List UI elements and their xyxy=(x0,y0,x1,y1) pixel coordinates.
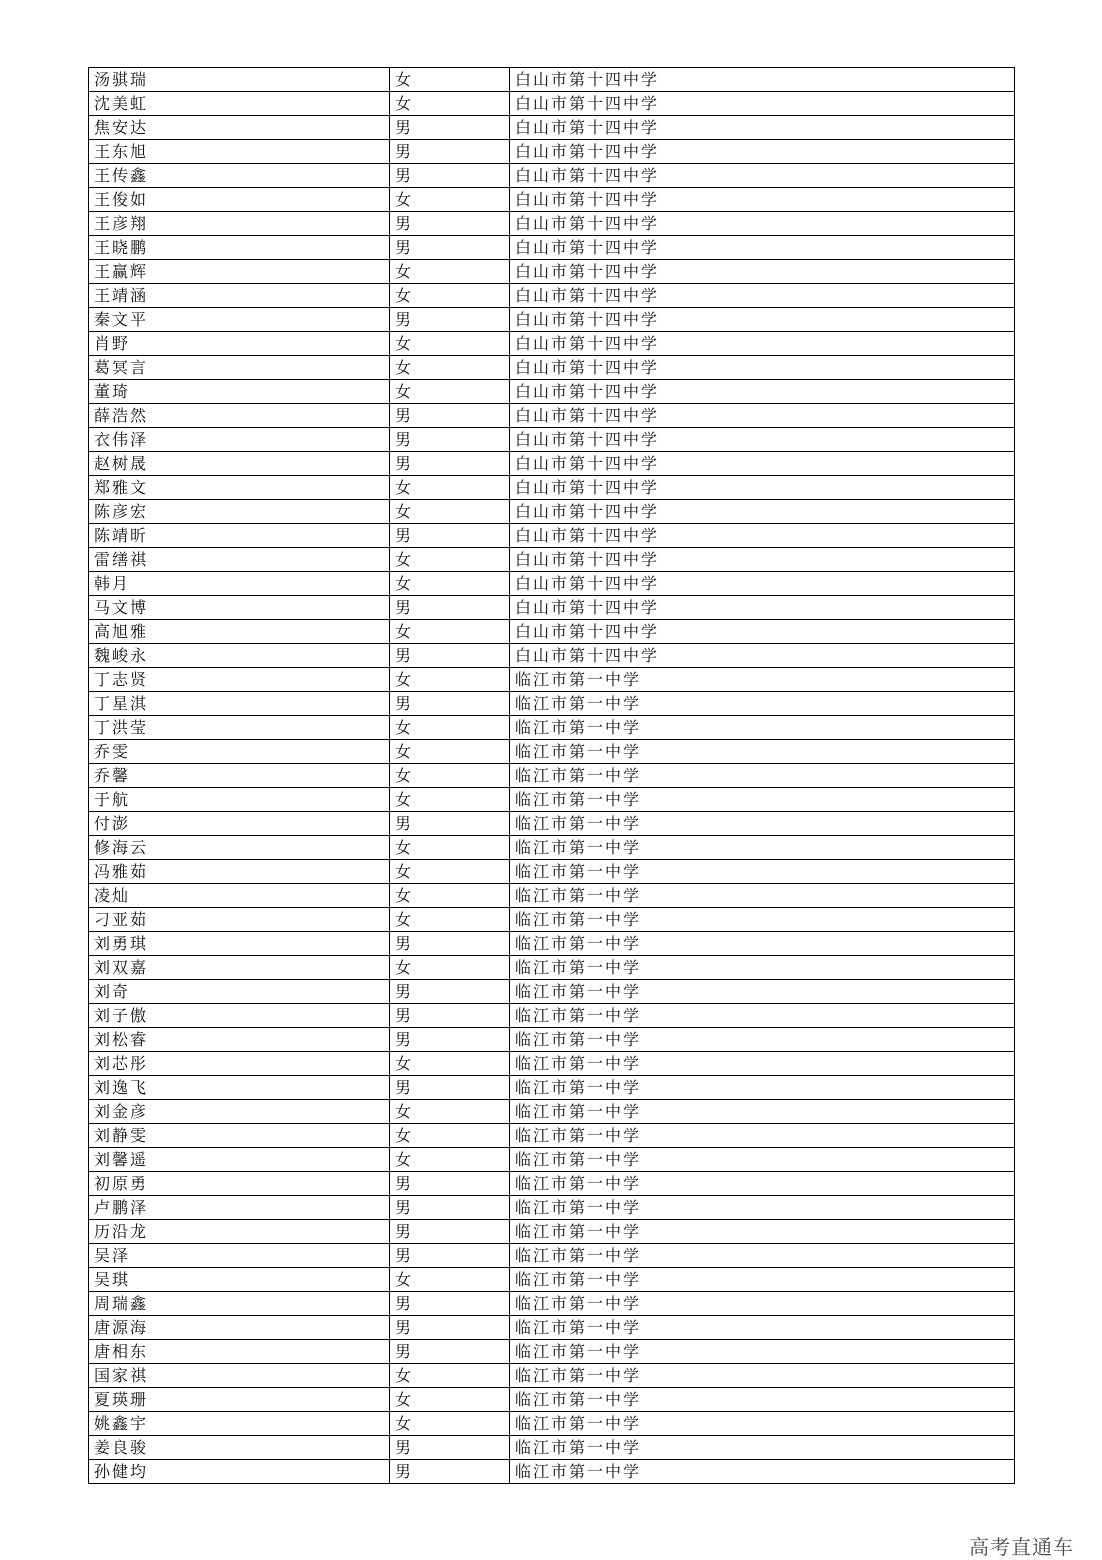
gender-cell: 男 xyxy=(390,980,510,1004)
school-cell: 临江市第一中学 xyxy=(510,860,1015,884)
school-cell: 白山市第十四中学 xyxy=(510,620,1015,644)
table-row xyxy=(89,308,1015,332)
gender-cell: 女 xyxy=(390,1268,510,1292)
name-cell: 历沿龙 xyxy=(89,1220,390,1244)
gender-cell: 男 xyxy=(390,1436,510,1460)
school-cell: 白山市第十四中学 xyxy=(510,428,1015,452)
gender-cell: 女 xyxy=(390,284,510,308)
table-row xyxy=(89,1196,1015,1220)
school-cell: 白山市第十四中学 xyxy=(510,500,1015,524)
gender-cell: 男 xyxy=(390,452,510,476)
table-row xyxy=(89,1172,1015,1196)
table-row xyxy=(89,788,1015,812)
table-row xyxy=(89,860,1015,884)
name-cell: 于航 xyxy=(89,788,390,812)
name-cell: 刘金彦 xyxy=(89,1100,390,1124)
name-cell: 汤骐瑞 xyxy=(89,68,390,92)
table-row xyxy=(89,452,1015,476)
name-cell: 初原勇 xyxy=(89,1172,390,1196)
gender-cell: 男 xyxy=(390,1292,510,1316)
name-cell: 刘奇 xyxy=(89,980,390,1004)
table-row xyxy=(89,380,1015,404)
school-cell: 临江市第一中学 xyxy=(510,908,1015,932)
roster-table xyxy=(88,67,1015,1484)
name-cell: 刘静雯 xyxy=(89,1124,390,1148)
table-row xyxy=(89,932,1015,956)
gender-cell: 女 xyxy=(390,788,510,812)
table-row xyxy=(89,620,1015,644)
gender-cell: 女 xyxy=(390,740,510,764)
table-row xyxy=(89,1364,1015,1388)
school-cell: 临江市第一中学 xyxy=(510,932,1015,956)
gender-cell: 女 xyxy=(390,908,510,932)
school-cell: 临江市第一中学 xyxy=(510,884,1015,908)
name-cell: 乔馨 xyxy=(89,764,390,788)
gender-cell: 女 xyxy=(390,68,510,92)
table-row xyxy=(89,692,1015,716)
school-cell: 临江市第一中学 xyxy=(510,1076,1015,1100)
table-row xyxy=(89,1292,1015,1316)
name-cell: 刘芯彤 xyxy=(89,1052,390,1076)
school-cell: 临江市第一中学 xyxy=(510,1004,1015,1028)
gender-cell: 女 xyxy=(390,476,510,500)
name-cell: 韩月 xyxy=(89,572,390,596)
gender-cell: 女 xyxy=(390,1388,510,1412)
name-cell: 唐相东 xyxy=(89,1340,390,1364)
gender-cell: 男 xyxy=(390,524,510,548)
school-cell: 白山市第十四中学 xyxy=(510,116,1015,140)
name-cell: 乔雯 xyxy=(89,740,390,764)
school-cell: 临江市第一中学 xyxy=(510,1124,1015,1148)
gender-cell: 女 xyxy=(390,860,510,884)
table-row xyxy=(89,92,1015,116)
name-cell: 雷缮祺 xyxy=(89,548,390,572)
table-row xyxy=(89,716,1015,740)
table-row xyxy=(89,212,1015,236)
table-row xyxy=(89,1052,1015,1076)
school-cell: 临江市第一中学 xyxy=(510,836,1015,860)
gender-cell: 男 xyxy=(390,644,510,668)
table-row xyxy=(89,1220,1015,1244)
table-row xyxy=(89,1076,1015,1100)
gender-cell: 男 xyxy=(390,1340,510,1364)
table-row xyxy=(89,572,1015,596)
gender-cell: 男 xyxy=(390,116,510,140)
name-cell: 魏峻永 xyxy=(89,644,390,668)
school-cell: 临江市第一中学 xyxy=(510,1148,1015,1172)
name-cell: 刘逸飞 xyxy=(89,1076,390,1100)
gender-cell: 女 xyxy=(390,1364,510,1388)
gender-cell: 男 xyxy=(390,1316,510,1340)
gender-cell: 男 xyxy=(390,308,510,332)
school-cell: 临江市第一中学 xyxy=(510,668,1015,692)
gender-cell: 男 xyxy=(390,164,510,188)
name-cell: 郑雅文 xyxy=(89,476,390,500)
gender-cell: 男 xyxy=(390,404,510,428)
school-cell: 白山市第十四中学 xyxy=(510,188,1015,212)
table-row xyxy=(89,764,1015,788)
table-row xyxy=(89,284,1015,308)
table-row xyxy=(89,140,1015,164)
name-cell: 刘馨遥 xyxy=(89,1148,390,1172)
table-row xyxy=(89,836,1015,860)
school-cell: 白山市第十四中学 xyxy=(510,452,1015,476)
table-row xyxy=(89,236,1015,260)
school-cell: 临江市第一中学 xyxy=(510,980,1015,1004)
gender-cell: 男 xyxy=(390,1244,510,1268)
table-row xyxy=(89,404,1015,428)
school-cell: 临江市第一中学 xyxy=(510,740,1015,764)
roster-body xyxy=(89,68,1015,1484)
gender-cell: 女 xyxy=(390,620,510,644)
name-cell: 王俊如 xyxy=(89,188,390,212)
school-cell: 临江市第一中学 xyxy=(510,1436,1015,1460)
table-row xyxy=(89,1244,1015,1268)
name-cell: 卢鹏泽 xyxy=(89,1196,390,1220)
school-cell: 白山市第十四中学 xyxy=(510,260,1015,284)
gender-cell: 男 xyxy=(390,1460,510,1484)
gender-cell: 女 xyxy=(390,836,510,860)
school-cell: 临江市第一中学 xyxy=(510,1028,1015,1052)
school-cell: 白山市第十四中学 xyxy=(510,332,1015,356)
table-row xyxy=(89,260,1015,284)
name-cell: 姚鑫宇 xyxy=(89,1412,390,1436)
gender-cell: 女 xyxy=(390,500,510,524)
school-cell: 临江市第一中学 xyxy=(510,1220,1015,1244)
table-row xyxy=(89,812,1015,836)
school-cell: 临江市第一中学 xyxy=(510,812,1015,836)
table-row xyxy=(89,332,1015,356)
name-cell: 刁亚茹 xyxy=(89,908,390,932)
name-cell: 薛浩然 xyxy=(89,404,390,428)
name-cell: 王彦翔 xyxy=(89,212,390,236)
school-cell: 白山市第十四中学 xyxy=(510,236,1015,260)
table-row xyxy=(89,188,1015,212)
table-row xyxy=(89,1028,1015,1052)
name-cell: 凌灿 xyxy=(89,884,390,908)
school-cell: 临江市第一中学 xyxy=(510,956,1015,980)
name-cell: 葛冥言 xyxy=(89,356,390,380)
name-cell: 沈美虹 xyxy=(89,92,390,116)
gender-cell: 女 xyxy=(390,1412,510,1436)
school-cell: 临江市第一中学 xyxy=(510,716,1015,740)
gender-cell: 男 xyxy=(390,212,510,236)
name-cell: 王赢辉 xyxy=(89,260,390,284)
gender-cell: 女 xyxy=(390,1124,510,1148)
school-cell: 临江市第一中学 xyxy=(510,1244,1015,1268)
table-row xyxy=(89,980,1015,1004)
table-row xyxy=(89,68,1015,92)
name-cell: 修海云 xyxy=(89,836,390,860)
name-cell: 刘子傲 xyxy=(89,1004,390,1028)
school-cell: 白山市第十四中学 xyxy=(510,140,1015,164)
gender-cell: 女 xyxy=(390,548,510,572)
name-cell: 王传鑫 xyxy=(89,164,390,188)
table-row xyxy=(89,740,1015,764)
school-cell: 白山市第十四中学 xyxy=(510,284,1015,308)
table-row xyxy=(89,500,1015,524)
school-cell: 白山市第十四中学 xyxy=(510,212,1015,236)
name-cell: 陈靖昕 xyxy=(89,524,390,548)
gender-cell: 男 xyxy=(390,428,510,452)
table-row xyxy=(89,524,1015,548)
table-row xyxy=(89,956,1015,980)
table-row xyxy=(89,1004,1015,1028)
name-cell: 冯雅茹 xyxy=(89,860,390,884)
school-cell: 临江市第一中学 xyxy=(510,692,1015,716)
school-cell: 临江市第一中学 xyxy=(510,1388,1015,1412)
name-cell: 姜良骏 xyxy=(89,1436,390,1460)
school-cell: 白山市第十四中学 xyxy=(510,308,1015,332)
school-cell: 临江市第一中学 xyxy=(510,1052,1015,1076)
school-cell: 白山市第十四中学 xyxy=(510,572,1015,596)
name-cell: 吴琪 xyxy=(89,1268,390,1292)
school-cell: 白山市第十四中学 xyxy=(510,380,1015,404)
school-cell: 白山市第十四中学 xyxy=(510,476,1015,500)
gender-cell: 女 xyxy=(390,260,510,284)
school-cell: 临江市第一中学 xyxy=(510,1316,1015,1340)
name-cell: 刘松睿 xyxy=(89,1028,390,1052)
table-row xyxy=(89,1316,1015,1340)
name-cell: 吴泽 xyxy=(89,1244,390,1268)
table-row xyxy=(89,1340,1015,1364)
table-row xyxy=(89,1412,1015,1436)
school-cell: 白山市第十四中学 xyxy=(510,644,1015,668)
gender-cell: 男 xyxy=(390,932,510,956)
school-cell: 临江市第一中学 xyxy=(510,1292,1015,1316)
school-cell: 白山市第十四中学 xyxy=(510,524,1015,548)
table-row xyxy=(89,1388,1015,1412)
name-cell: 肖野 xyxy=(89,332,390,356)
table-row xyxy=(89,668,1015,692)
name-cell: 唐源海 xyxy=(89,1316,390,1340)
school-cell: 白山市第十四中学 xyxy=(510,68,1015,92)
name-cell: 高旭雅 xyxy=(89,620,390,644)
gender-cell: 女 xyxy=(390,188,510,212)
name-cell: 丁志贤 xyxy=(89,668,390,692)
gender-cell: 女 xyxy=(390,1100,510,1124)
gender-cell: 男 xyxy=(390,1172,510,1196)
gender-cell: 女 xyxy=(390,884,510,908)
name-cell: 陈彦宏 xyxy=(89,500,390,524)
gender-cell: 女 xyxy=(390,668,510,692)
name-cell: 董琦 xyxy=(89,380,390,404)
school-cell: 临江市第一中学 xyxy=(510,1172,1015,1196)
name-cell: 丁星淇 xyxy=(89,692,390,716)
table-row xyxy=(89,1268,1015,1292)
name-cell: 孙健均 xyxy=(89,1460,390,1484)
name-cell: 刘勇琪 xyxy=(89,932,390,956)
table-row xyxy=(89,1100,1015,1124)
gender-cell: 男 xyxy=(390,1196,510,1220)
table-row xyxy=(89,644,1015,668)
gender-cell: 女 xyxy=(390,716,510,740)
table-row xyxy=(89,884,1015,908)
name-cell: 付澎 xyxy=(89,812,390,836)
school-cell: 临江市第一中学 xyxy=(510,1412,1015,1436)
gender-cell: 女 xyxy=(390,956,510,980)
gender-cell: 男 xyxy=(390,140,510,164)
table-row xyxy=(89,1460,1015,1484)
school-cell: 白山市第十四中学 xyxy=(510,404,1015,428)
gender-cell: 女 xyxy=(390,764,510,788)
name-cell: 国家祺 xyxy=(89,1364,390,1388)
name-cell: 王晓鹏 xyxy=(89,236,390,260)
gender-cell: 女 xyxy=(390,356,510,380)
table-row xyxy=(89,428,1015,452)
table-row xyxy=(89,476,1015,500)
gender-cell: 男 xyxy=(390,596,510,620)
table-row xyxy=(89,548,1015,572)
school-cell: 白山市第十四中学 xyxy=(510,548,1015,572)
gender-cell: 女 xyxy=(390,1148,510,1172)
gender-cell: 男 xyxy=(390,1028,510,1052)
name-cell: 焦安达 xyxy=(89,116,390,140)
name-cell: 秦文平 xyxy=(89,308,390,332)
table-row xyxy=(89,1436,1015,1460)
school-cell: 临江市第一中学 xyxy=(510,1268,1015,1292)
name-cell: 丁洪莹 xyxy=(89,716,390,740)
gender-cell: 女 xyxy=(390,380,510,404)
name-cell: 王靖涵 xyxy=(89,284,390,308)
name-cell: 夏瑛珊 xyxy=(89,1388,390,1412)
gender-cell: 男 xyxy=(390,1220,510,1244)
name-cell: 衣伟泽 xyxy=(89,428,390,452)
gender-cell: 女 xyxy=(390,92,510,116)
gender-cell: 女 xyxy=(390,1052,510,1076)
school-cell: 临江市第一中学 xyxy=(510,1196,1015,1220)
school-cell: 临江市第一中学 xyxy=(510,764,1015,788)
table-row xyxy=(89,1148,1015,1172)
school-cell: 临江市第一中学 xyxy=(510,1340,1015,1364)
table-row xyxy=(89,596,1015,620)
table-row xyxy=(89,164,1015,188)
gender-cell: 男 xyxy=(390,1076,510,1100)
name-cell: 王东旭 xyxy=(89,140,390,164)
watermark: 高考直通车 xyxy=(969,1535,1074,1559)
table-row xyxy=(89,908,1015,932)
school-cell: 临江市第一中学 xyxy=(510,788,1015,812)
name-cell: 刘双嘉 xyxy=(89,956,390,980)
name-cell: 赵树晟 xyxy=(89,452,390,476)
school-cell: 白山市第十四中学 xyxy=(510,596,1015,620)
gender-cell: 男 xyxy=(390,692,510,716)
gender-cell: 男 xyxy=(390,812,510,836)
table-row xyxy=(89,116,1015,140)
school-cell: 临江市第一中学 xyxy=(510,1100,1015,1124)
name-cell: 马文博 xyxy=(89,596,390,620)
gender-cell: 女 xyxy=(390,572,510,596)
table-row xyxy=(89,356,1015,380)
school-cell: 白山市第十四中学 xyxy=(510,164,1015,188)
school-cell: 临江市第一中学 xyxy=(510,1364,1015,1388)
name-cell: 周瑞鑫 xyxy=(89,1292,390,1316)
gender-cell: 男 xyxy=(390,1004,510,1028)
gender-cell: 女 xyxy=(390,332,510,356)
school-cell: 白山市第十四中学 xyxy=(510,356,1015,380)
table-row xyxy=(89,1124,1015,1148)
gender-cell: 男 xyxy=(390,236,510,260)
school-cell: 白山市第十四中学 xyxy=(510,92,1015,116)
school-cell: 临江市第一中学 xyxy=(510,1460,1015,1484)
